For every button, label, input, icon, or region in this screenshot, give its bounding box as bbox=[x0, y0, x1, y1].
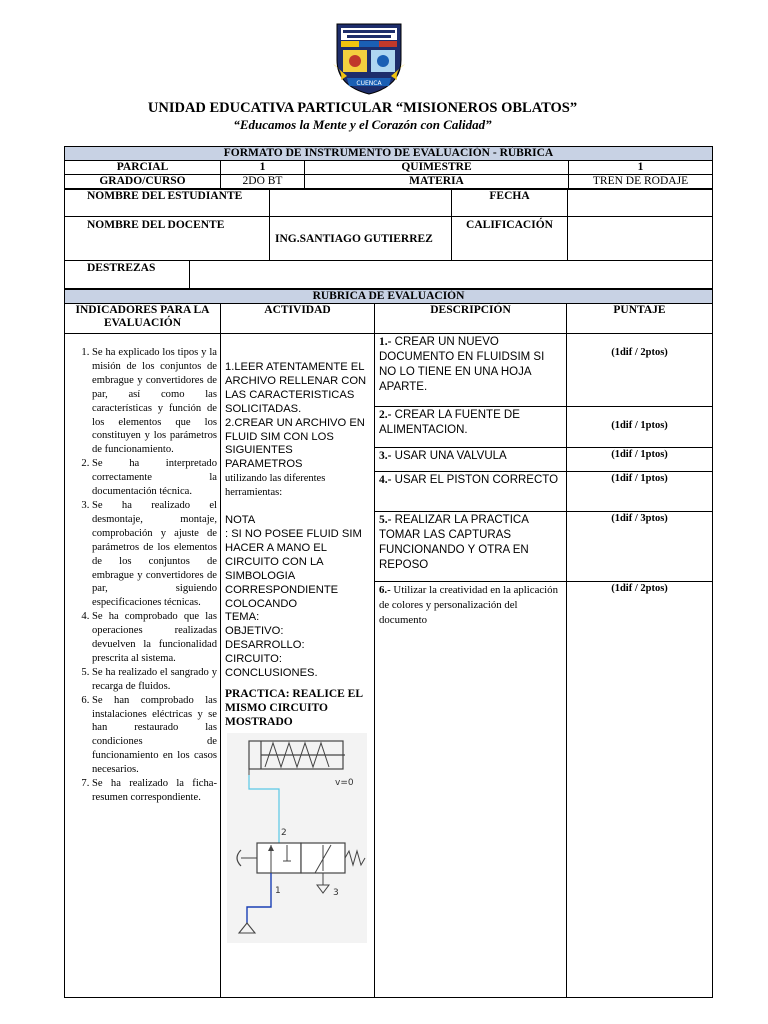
school-crest-logo bbox=[333, 20, 405, 96]
description-1: 1.- CREAR UN NUEVO DOCUMENTO EN FLUIDSIM SI NO LO TIENE EN UNA HOJA APARTE. bbox=[375, 334, 567, 407]
points-4: (1dif / 1ptos) bbox=[567, 472, 713, 512]
port-3-label: 3 bbox=[333, 887, 339, 898]
fecha-label: FECHA bbox=[452, 190, 568, 217]
svg-text:CUENCA: CUENCA bbox=[356, 80, 382, 87]
port-1-label: 1 bbox=[275, 885, 281, 896]
header-puntaje: PUNTAJE bbox=[567, 304, 713, 334]
activity-cell bbox=[221, 334, 375, 998]
rubric-table bbox=[64, 289, 713, 998]
activity-step-2-detail: utilizando las diferentes herramientas: bbox=[225, 473, 326, 499]
description-6: 6.- Utilizar la creatividad en la aplicación de colores y personalización del documento bbox=[375, 582, 567, 998]
velocity-label: v=0 bbox=[335, 777, 354, 788]
port-2-label: 2 bbox=[281, 827, 287, 838]
parcial-value: 1 bbox=[221, 161, 305, 175]
activity-note-title: NOTA bbox=[225, 514, 256, 527]
header-indicadores: INDICADORES PARA LA EVALUACIÓN bbox=[65, 304, 221, 334]
destrezas-value[interactable] bbox=[190, 261, 713, 289]
destrezas-label: DESTREZAS bbox=[65, 261, 190, 289]
school-name: UNIDAD EDUCATIVA PARTICULAR “MISIONEROS OBLATOS” bbox=[147, 100, 578, 116]
description-4: 4.- USAR EL PISTON CORRECTO bbox=[375, 472, 567, 512]
grado-label: GRADO/CURSO bbox=[65, 175, 221, 189]
points-5: (1dif / 3ptos) bbox=[567, 512, 713, 582]
rubric-title: RUBRICA DE EVALUACIÓN bbox=[65, 290, 713, 304]
indicator-item: 6. Se han comprobado las instalaciones eléctricas y se han restaurado las condiciones de funcionamiento en los casos necesarios. bbox=[92, 694, 220, 777]
activity-step-1: 1.LEER ATENTAMENTE EL ARCHIVO RELLENAR CON LAS CARACTERISTICAS SOLICITADAS. bbox=[225, 361, 367, 415]
estudiante-value[interactable] bbox=[270, 190, 452, 217]
school-motto: “Educamos la Mente y el Corazón con Calidad” bbox=[233, 117, 492, 132]
indicator-item: 5. Se ha realizado el sangrado y recarga de fluidos. bbox=[92, 666, 220, 694]
indicator-item: 7. Se ha realizado la ficha-resumen correspondiente. bbox=[92, 777, 220, 805]
activity-item-circuito: CIRCUITO: bbox=[225, 653, 282, 666]
docente-value: ING.SANTIAGO GUTIERREZ bbox=[270, 217, 452, 261]
indicator-item: 4. Se ha comprobado que las operaciones realizadas devuelven la funcionalidad prescrita al sistema. bbox=[92, 610, 220, 666]
docente-label: NOMBRE DEL DOCENTE bbox=[65, 217, 270, 261]
indicators-list bbox=[65, 346, 220, 805]
parcial-label: PARCIAL bbox=[65, 161, 221, 175]
activity-item-desarrollo: DESARROLLO: bbox=[225, 639, 305, 652]
pneumatic-circuit-diagram bbox=[227, 733, 367, 943]
calificacion-value[interactable] bbox=[568, 217, 713, 261]
activity-item-tema: TEMA: bbox=[225, 611, 260, 624]
description-5: 5.- REALIZAR LA PRACTICA TOMAR LAS CAPTURAS FUNCIONANDO Y OTRA EN REPOSO bbox=[375, 512, 567, 582]
activity-item-conclusiones: CONCLUSIONES. bbox=[225, 667, 318, 680]
indicator-item: 1. Se ha explicado los tipos y la misión de los conjuntos de embrague y convertidores de par, así como las características y función de los elementos que los constituyen y los parámetros de funcionamiento. bbox=[92, 346, 220, 457]
header-actividad: ACTIVIDAD bbox=[221, 304, 375, 334]
form-title: FORMATO DE INSTRUMENTO DE EVALUACIÓN - RÚBRICA bbox=[65, 147, 713, 161]
indicator-item: 2. Se ha interpretado correctamente la documentación técnica. bbox=[92, 457, 220, 499]
points-1: (1dif / 2ptos) bbox=[567, 334, 713, 407]
quimestre-label: QUIMESTRE bbox=[305, 161, 569, 175]
points-2: (1dif / 1ptos) bbox=[567, 407, 713, 448]
grado-value: 2DO BT bbox=[221, 175, 305, 189]
estudiante-label: NOMBRE DEL ESTUDIANTE bbox=[65, 190, 270, 217]
description-2: 2.- CREAR LA FUENTE DE ALIMENTACION. bbox=[375, 407, 567, 448]
practice-instruction: PRACTICA: REALICE EL MISMO CIRCUITO MOSTRADO bbox=[225, 687, 363, 728]
materia-value: TREN DE RODAJE bbox=[569, 175, 713, 189]
quimestre-value: 1 bbox=[569, 161, 713, 175]
description-3: 3.- USAR UNA VALVULA bbox=[375, 448, 567, 472]
points-3: (1dif / 1ptos) bbox=[567, 448, 713, 472]
fecha-value[interactable] bbox=[568, 190, 713, 217]
materia-label: MATERIA bbox=[305, 175, 569, 189]
activity-step-2: 2.CREAR UN ARCHIVO EN FLUID SIM CON LOS SIGUIENTES PARAMETROS bbox=[225, 416, 365, 471]
calificacion-label: CALIFICACIÓN bbox=[452, 217, 568, 261]
activity-item-objetivo: OBJETIVO: bbox=[225, 625, 284, 638]
points-6: (1dif / 2ptos) bbox=[567, 582, 713, 998]
indicator-item: 3. Se ha realizado el desmontaje, montaje, comprobación y ajuste de parámetros de los elementos de los conjuntos de embrague y convertidores de par, siguiendo especificaciones técnicas. bbox=[92, 499, 220, 610]
indicators-cell bbox=[65, 334, 221, 998]
activity-note: : SI NO POSEE FLUID SIM HACER A MANO EL CIRCUITO CON LA SIMBOLOGIA CORRESPONDIENTE COLOCANDO bbox=[225, 527, 362, 610]
destrezas-table bbox=[64, 260, 713, 289]
directional-valve bbox=[257, 843, 301, 873]
header-descripcion: DESCRIPCIÓN bbox=[375, 304, 567, 334]
student-info-table bbox=[64, 189, 713, 261]
form-header-table bbox=[64, 146, 713, 189]
